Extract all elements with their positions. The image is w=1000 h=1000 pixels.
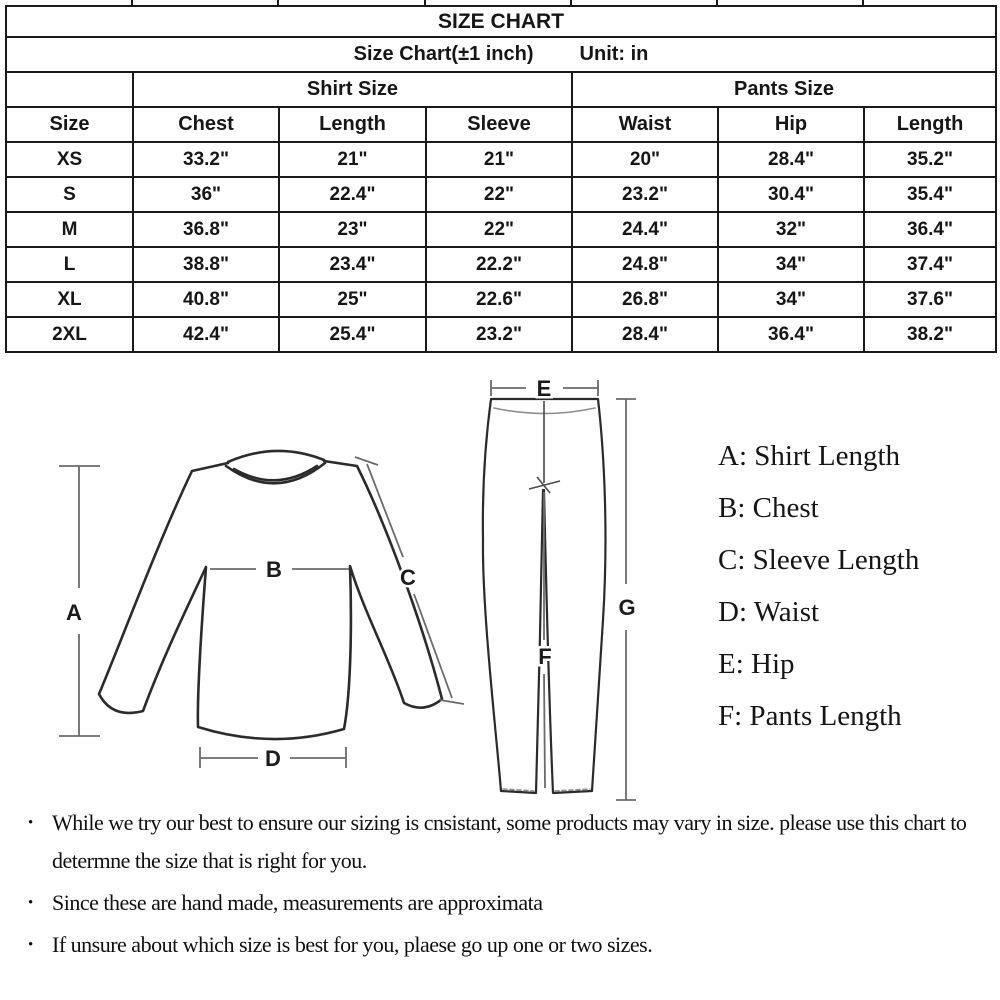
cell: 25" (279, 282, 426, 317)
cell: 35.2" (864, 142, 996, 177)
table-title: SIZE CHART (6, 6, 996, 37)
cell: 22.6" (426, 282, 572, 317)
label-b: B (266, 557, 282, 582)
cell: 21" (426, 142, 572, 177)
table-row-s (6, 177, 996, 212)
column-header-waist: Waist (572, 107, 718, 142)
column-header-sleeve: Sleeve (426, 107, 572, 142)
shirt-outline (99, 461, 442, 739)
label-f: F (538, 644, 552, 669)
column-header-shirt-length: Length (279, 107, 426, 142)
label-g: G (618, 595, 636, 620)
column-header-row (6, 107, 996, 142)
group-header-empty (6, 72, 133, 107)
cell: 28.4" (718, 142, 864, 177)
legend-sleeve-length: C: Sleeve Length (718, 544, 920, 576)
table-row-xs (6, 142, 996, 177)
table-row-xl (6, 282, 996, 317)
group-header-row (6, 72, 996, 107)
shirt-collar-back (228, 451, 324, 462)
legend-chest: B: Chest (718, 492, 819, 524)
size-table (5, 5, 997, 353)
note-item (22, 884, 980, 922)
cell: 23.4" (279, 247, 426, 282)
measurement-lines (59, 380, 636, 800)
measure-f-line (544, 492, 545, 788)
cell: 24.8" (572, 247, 718, 282)
cell: L (6, 247, 133, 282)
group-header-pants: Pants Size (572, 72, 996, 107)
label-e: E (536, 376, 552, 401)
note-text: Since these are hand made, measurements are approximata (52, 890, 543, 915)
table-unit-label: Unit: in (579, 43, 649, 65)
table-title-row (6, 6, 996, 37)
cell: 38.2" (864, 317, 996, 352)
cell: XL (6, 282, 133, 317)
cell: M (6, 212, 133, 247)
cell: 36" (133, 177, 279, 212)
cell: 30.4" (718, 177, 864, 212)
column-header-hip: Hip (718, 107, 864, 142)
cell: 21" (279, 142, 426, 177)
cell: 40.8" (133, 282, 279, 317)
cell: 36.4" (864, 212, 996, 247)
label-c: C (400, 565, 416, 590)
cell: 23" (279, 212, 426, 247)
group-header-shirt: Shirt Size (133, 72, 572, 107)
cell: 36.4" (718, 317, 864, 352)
note-item (22, 804, 980, 880)
cell: 36.8" (133, 212, 279, 247)
column-header-pants-length: Length (864, 107, 996, 142)
note-text: If unsure about which size is best for you, plaese go up one or two sizes. (52, 932, 653, 957)
shirt-drawing (99, 451, 442, 739)
cell: 28.4" (572, 317, 718, 352)
legend-hip: E: Hip (718, 648, 795, 680)
bullet-icon: • (28, 815, 33, 831)
table-row-2xl (6, 317, 996, 352)
table-row-m (6, 212, 996, 247)
cell: 22.2" (426, 247, 572, 282)
bullet-icon: • (28, 895, 33, 911)
cell: 35.4" (864, 177, 996, 212)
cell: 2XL (6, 317, 133, 352)
cell: 22" (426, 177, 572, 212)
cell: 23.2" (426, 317, 572, 352)
cell: 34" (718, 282, 864, 317)
label-d: D (265, 746, 281, 771)
cell: 34" (718, 247, 864, 282)
cell: 37.4" (864, 247, 996, 282)
legend-waist: D: Waist (718, 596, 820, 628)
cell: 26.8" (572, 282, 718, 317)
cell: S (6, 177, 133, 212)
table-row-l (6, 247, 996, 282)
measurement-legend (718, 441, 919, 753)
legend-shirt-length: A: Shirt Length (718, 440, 901, 472)
cell: 22.4" (279, 177, 426, 212)
cell: 22" (426, 212, 572, 247)
table-subtitle-row (6, 37, 996, 72)
label-a: A (66, 600, 82, 625)
cell: 20" (572, 142, 718, 177)
note-item (22, 926, 980, 964)
cell: 32" (718, 212, 864, 247)
bullet-icon: • (28, 937, 33, 953)
cell: 33.2" (133, 142, 279, 177)
note-text: While we try our best to ensure our sizing is cnsistant, some products may vary in size. please use this chart to determne the size that is right for you. (52, 810, 967, 873)
legend-pants-length: F: Pants Length (718, 700, 902, 732)
table-subtitle: Size Chart(±1 inch) (353, 43, 534, 65)
cell: 23.2" (572, 177, 718, 212)
cell: 42.4" (133, 317, 279, 352)
cell: XS (6, 142, 133, 177)
cell: 37.6" (864, 282, 996, 317)
cell: 25.4" (279, 317, 426, 352)
cell: 38.8" (133, 247, 279, 282)
sizing-notes (22, 804, 980, 968)
column-header-chest: Chest (133, 107, 279, 142)
column-header-size: Size (6, 107, 133, 142)
cell: 24.4" (572, 212, 718, 247)
